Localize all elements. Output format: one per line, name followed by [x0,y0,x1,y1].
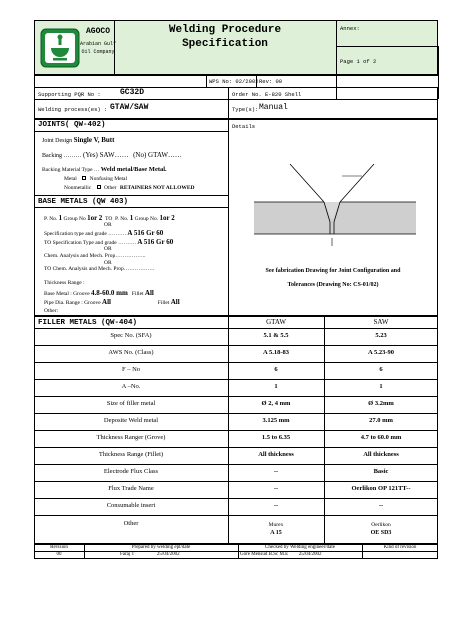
metal-label: Metal [64,176,77,182]
other-gtaw-brand: Murex [268,522,284,528]
filler-row-saw: Ø 3.2mm [368,400,394,407]
prepared-by-header: Prepared by welding ept/date [131,545,191,550]
pipe-dia-row [44,298,180,306]
filler-row-saw: 4.7 to 60.0 mm [360,434,402,441]
company-logo [40,28,80,68]
other-saw-brand: Oerlikon [371,522,391,528]
other-label: Other [103,185,117,191]
company-name: AGOCO [85,27,110,36]
filler-row-gtaw: 1.5 to 6.35 [261,434,291,441]
pipe-dia-groove-value: All [102,298,111,306]
filler-row-saw: Oerlikon OP 121TT-- [351,485,411,492]
filler-row-saw: 6 [379,366,383,373]
filler-row-saw: -- [378,502,384,509]
group-no-label-2: Group No. [134,216,159,222]
revision-number: Rev: 00 [259,78,283,85]
or-label-3: OR [104,260,112,266]
filler-row-saw: 27.0 mm [369,417,393,424]
company-subtitle-2: Oil Company [81,49,115,55]
filler-row-label: A –No. [121,383,141,390]
welding-process-label: Welding process(es) : [38,106,108,113]
retainers-note: RETAINERS NOT ALLOWED [119,185,195,191]
prepared-by-cell [120,552,180,557]
filler-row-label: Deposite Weld metal [103,417,159,424]
filler-row-saw: A 5.23-90 [368,349,394,356]
drawing-note-line1: See fabrication Drawing for Joint Configuration and [265,268,401,274]
spec-row [44,229,163,237]
annex-label: Annex: [340,25,360,32]
group-no-label: Group No [63,216,86,222]
filler-row-gtaw: -- [273,502,279,509]
filler-row-label: Size of filler metal [106,400,156,407]
spec-value: A 516 Gr 60 [127,229,164,237]
pipe-dia-fillet-label: Fillet [157,300,170,306]
joint-design-value: Single V, Butt [73,136,115,144]
filler-row-gtaw: All thickness [258,451,294,458]
col-gtaw-header: GTAW [266,318,286,326]
p-no-label: P. No. [44,216,58,222]
filler-metals-heading: FILLER METALS (QW-404) [38,319,138,327]
filler-row-gtaw: 6 [274,366,278,373]
backing-row [42,151,182,159]
base-metal-groove-row [44,289,154,297]
base-metal-groove-label: Base Metal : Groove [44,291,90,297]
filler-row-saw: 5.23 [375,332,387,339]
p-number-row [44,214,175,222]
nonmetallic-label: Nonmetallic [64,185,92,191]
base-other-label: Other: [44,308,59,314]
backing-material-value: Weld metal/Base Metal. [100,166,167,173]
nonmetallic-checkbox[interactable] [97,185,101,189]
group-no-value: 1or 2 [87,214,103,222]
pqr-value: GC32D [120,88,145,97]
metal-options-row [64,176,127,182]
company-subtitle-1: Arabian Gulf [79,41,116,47]
filler-row-saw: All thickness [363,451,399,458]
checked-by-name: Gore Mensud B.Sc M.E [240,552,289,557]
filler-row-gtaw: 3.125 mm [262,417,290,424]
filler-row-saw: Basic [373,468,389,475]
filler-row-label: Thickness Ranger (Grove) [96,434,166,441]
to-spec-value: A 516 Gr 60 [137,238,174,246]
metal-checkbox[interactable] [82,176,86,180]
p-no-value: 1 [58,214,63,222]
filler-row-gtaw: Ø 2, 4 mm [261,400,291,407]
prepared-by-name: Faraj T [120,552,135,557]
details-label: Details [232,123,256,130]
joint-design-label: Joint Design [42,138,73,144]
filler-row-gtaw: 1 [274,383,278,390]
filler-row-label: Flux Trade Name [108,485,154,492]
thickness-range-label: Thickness Range : [44,280,85,286]
backing-label: Backing ……… [42,153,82,159]
spec-label: Specification type and grade ………. [44,231,127,237]
backing-material-row [42,166,167,173]
backing-no: (No) GTAW…… [133,151,182,159]
chem-row: Chem. Analysis and Mech. Prop…………….. [44,253,146,259]
pipe-dia-label: Pipe Dia. Range : Groove [44,300,101,306]
prepared-by-date: 25/04/2002 [156,552,180,557]
welding-process-value: GTAW/SAW [110,103,149,112]
single-v-butt-joint-icon [232,148,432,248]
filler-row-gtaw: A 5.18-83 [263,349,289,356]
other-gtaw-value: A 15 [270,530,282,536]
kind-of-revision-header: Kind of revision [383,545,417,550]
joints-heading: JOINTS( QW-402) [38,121,106,129]
filler-row-label: F – No [121,366,141,373]
pqr-label: Supporting PQR No : [38,91,101,98]
nonmetallic-row [64,185,195,191]
p-no-label-2: P. No. [115,216,129,222]
base-metal-fillet-label: Fillet [131,291,144,297]
base-metal-fillet-value: All [144,289,154,297]
pipe-dia-fillet-value: All [170,298,180,306]
base-metal-groove-value: 4.8-60.0 mm [91,289,128,297]
p-no-value-2: 1 [129,214,134,222]
filler-row-label: Electrode Flux Class [103,468,159,475]
nonfusing-label: Nonfusing Metal [89,176,128,182]
group-no-value-2: 1or 2 [159,214,175,222]
filler-row-label: Consumable insert [106,502,156,509]
backing-material-label: Backing Material Type … [42,167,100,173]
drawing-note-line2: Tolerances (Drawing No: CS-01/02) [287,282,379,288]
to-spec-row [44,238,173,246]
to-chem-row: TO Chem. Analysis and Mech. Prop…………….. [44,266,155,272]
to-label: TO [105,216,113,222]
or-label-1: OR [104,222,112,228]
agoco-logo-icon [40,28,80,68]
other-saw-value: OE SD3 [370,530,392,536]
checked-by-date: 25/04/2002 [298,552,322,557]
backing-yes: (Yes) SAW…… [83,151,129,159]
filler-row-label: Spec No. (SFA) [110,332,152,339]
type-value: Manual [259,103,288,112]
base-metals-heading: BASE METALS (QW 403) [38,198,129,206]
filler-row-gtaw: -- [273,468,279,475]
filler-other-label: Other [123,520,139,527]
document-title-line2: Specification [182,38,268,50]
joint-drawing [232,148,432,248]
revision-header: Revision [50,545,68,550]
col-saw-header: SAW [373,318,389,326]
revision-value: 00 [56,552,62,557]
page-label: Page 1 of 2 [340,58,377,65]
checked-by-cell [240,552,321,557]
wps-number: WPS No: 02/2002 [209,78,259,85]
to-spec-label: TO Specification Type and grade ………. [44,240,136,246]
filler-row-label: AWS No. (Class) [108,349,154,356]
document-title-line1: Welding Procedure [168,24,282,36]
type-label: Type(s): [232,106,259,113]
or-label-2: OR [104,246,112,252]
filler-row-label: Thickness Range (Fillet) [98,451,164,458]
order-number: Order No. E-820 Shell [232,91,302,98]
joint-design [42,136,114,144]
filler-row-gtaw: -- [273,485,279,492]
filler-row-saw: 1 [379,383,383,390]
filler-row-gtaw: 5.1 & 5.5 [263,332,289,339]
checked-by-header: Checked by Welding engineer/date [265,545,335,550]
